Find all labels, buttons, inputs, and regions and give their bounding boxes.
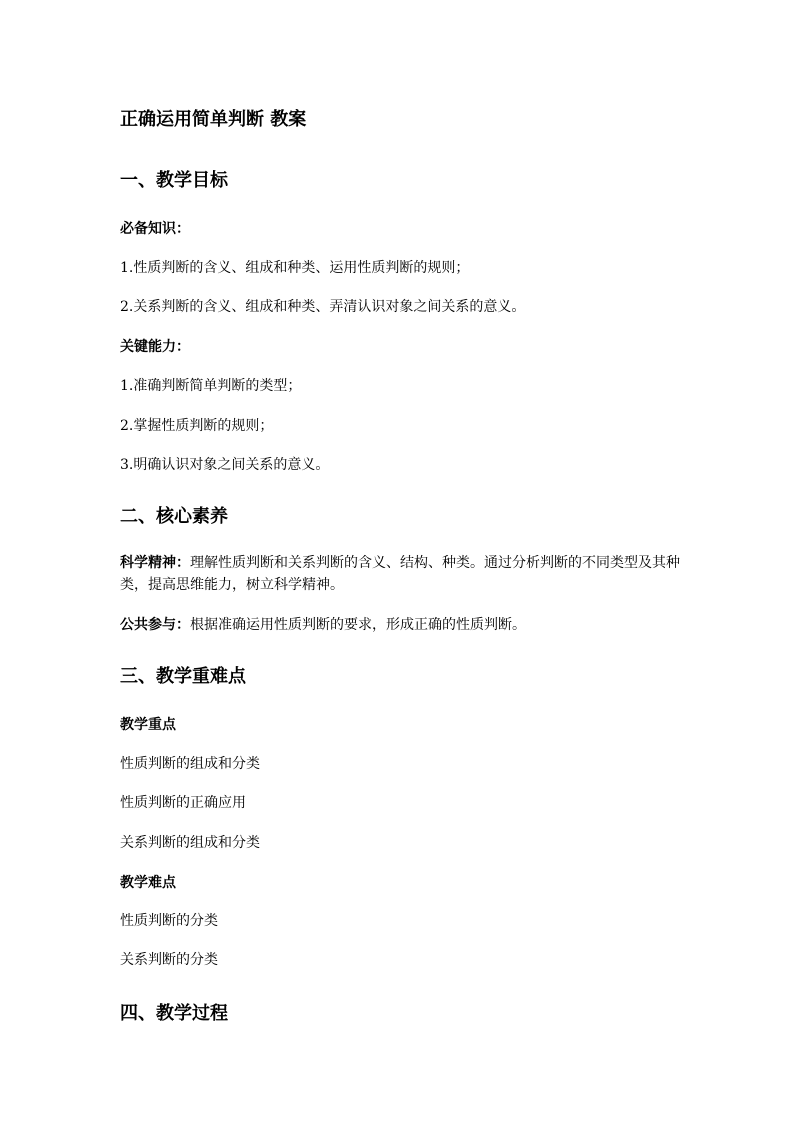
paragraph-scientific-spirit xyxy=(120,552,680,596)
paragraph-label: 公共参与： xyxy=(120,617,190,633)
section-heading-teaching-process: 四、教学过程 xyxy=(120,1003,228,1024)
paragraph-text: 理解性质判断和关系判断的含义、结构、种类。通过分析判断的不同类型及其种类，提高思维能力，树立科学精神。 xyxy=(120,555,680,593)
section-heading-key-difficulties: 三、教学重难点 xyxy=(120,666,246,687)
subheading-teaching-difficulty: 教学难点 xyxy=(120,875,176,891)
section-heading-objectives: 一、教学目标 xyxy=(120,170,228,191)
list-item: 2.关系判断的含义、组成和种类、弄清认识对象之间关系的意义。 xyxy=(120,299,526,315)
list-item: 性质判断的组成和分类 xyxy=(120,756,260,772)
list-item: 2.掌握性质判断的规则； xyxy=(120,418,274,434)
list-item: 关系判断的组成和分类 xyxy=(120,835,260,851)
subheading-teaching-focus: 教学重点 xyxy=(120,717,176,733)
list-item: 性质判断的分类 xyxy=(120,913,218,929)
document-title: 正确运用简单判断 教案 xyxy=(120,109,307,130)
section-heading-core-literacy: 二、核心素养 xyxy=(120,506,228,527)
list-item: 1.性质判断的含义、组成和种类、运用性质判断的规则； xyxy=(120,260,470,276)
paragraph-text: 根据准确运用性质判断的要求，形成正确的性质判断。 xyxy=(190,617,526,633)
paragraph-public-participation xyxy=(120,614,680,636)
list-item: 1.准确判断简单判断的类型； xyxy=(120,378,302,394)
subheading-key-abilities: 关键能力： xyxy=(120,339,190,355)
list-item: 关系判断的分类 xyxy=(120,952,218,968)
list-item: 3.明确认识对象之间关系的意义。 xyxy=(120,457,330,473)
list-item: 性质判断的正确应用 xyxy=(120,795,246,811)
paragraph-label: 科学精神： xyxy=(120,555,190,571)
subheading-required-knowledge: 必备知识： xyxy=(120,221,190,237)
